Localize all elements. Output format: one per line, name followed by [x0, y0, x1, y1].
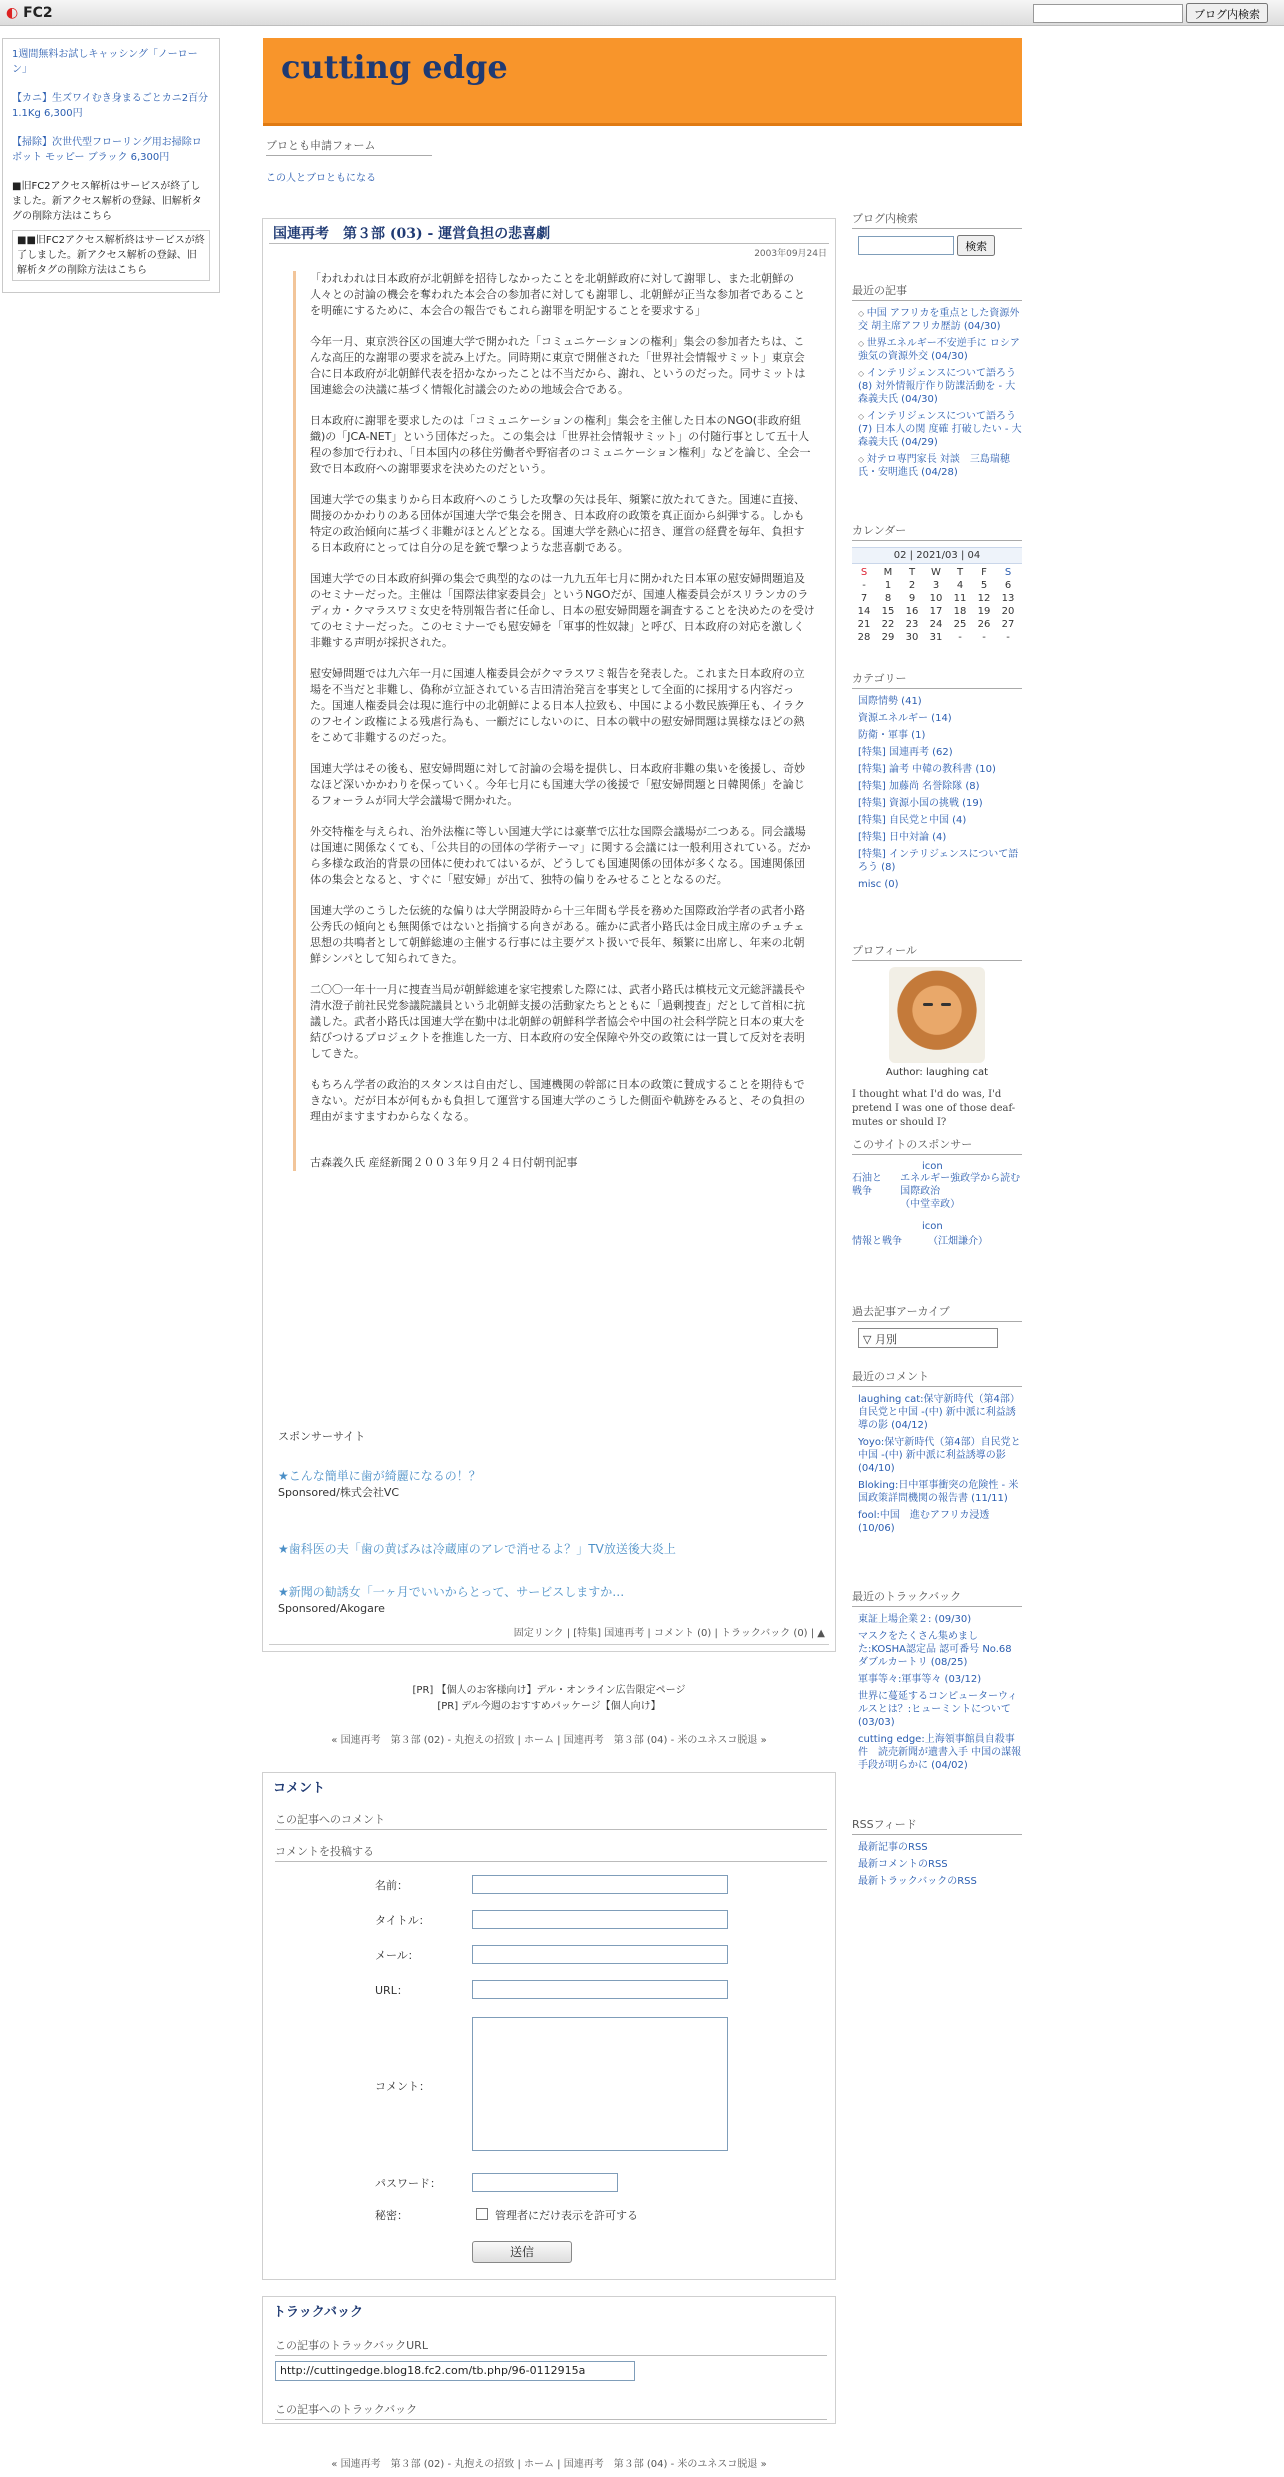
- url-label: URL：: [375, 1984, 408, 1997]
- fc2-logo[interactable]: [6, 5, 53, 21]
- calendar-day: -: [958, 632, 962, 643]
- rss-item[interactable]: 最新コメントのRSS: [858, 1859, 948, 1870]
- left-ad-box: [2, 38, 220, 293]
- comment-title: コメント: [273, 1781, 326, 1796]
- calendar-day: 20: [1001, 606, 1015, 617]
- calendar-day: 6: [1004, 580, 1012, 591]
- calendar-day: 25: [953, 619, 967, 630]
- category-item[interactable]: [特集] 日中対論 (4): [858, 832, 947, 843]
- calendar-day: 14: [857, 606, 871, 617]
- trackback-item[interactable]: 東証上場企業２: (09/30): [858, 1614, 972, 1625]
- calendar-day: 22: [881, 619, 895, 630]
- sponsor-link-1[interactable]: ★こんな簡単に歯が綺麗になるの！？: [278, 1469, 481, 1483]
- category-item[interactable]: [特集] 資源小国の挑戦 (19): [858, 798, 983, 809]
- pager-top[interactable]: « 国連再考 第３部 (02) - 丸抱えの招致 | ホーム | 国連再考 第３部 (04) - 米のユネスコ脱退 »: [331, 1735, 767, 1746]
- calendar-day: 15: [881, 606, 895, 617]
- category-item[interactable]: [特集] 加藤尚 名誉除隊 (8): [858, 781, 980, 792]
- mail-label: メール：: [375, 1949, 419, 1962]
- calendar-day: -: [1006, 632, 1010, 643]
- calendar-day: 12: [977, 593, 991, 604]
- fc2-toolbar: [0, 0, 1284, 26]
- access-notice: ■旧FC2アクセス解析はサービスが終了しました。新アクセス解析の登録、旧解析タグの削除方法はこちら: [12, 181, 202, 222]
- trackback-url-label: この記事のトラックバックURL: [275, 2337, 827, 2356]
- paragraph: 国連大学での集まりから日本政府へのこうした攻撃の矢は長年、頻繁に放たれてきた。国連に直接、間接のかかわりのある団体が国連大学で集会を開き、日本政府の政策を真正面から糾弾する。しかも特定の政治傾向に基づく非難がほとんどとなる。国連大学を熱心に招き、運営の経費を毎年、負担する日本政府にとっては自分の足を銃で撃つような悲喜劇である。: [310, 493, 805, 554]
- paragraph: 国連大学での日本政府糾弾の集会で典型的なのは一九九五年七月に開かれた日本軍の慰安婦問題追及のセミナーだった。主催は「国際法律家委員会」というNGOだが、国連人権委員会がスリランカのラディカ・クマラスワミ女史を特別報告者に任命し、日本の慰安婦問題を調査することを決めたのを受けてのセミナーだった。このセミナーでも慰安婦を「軍事的性奴隷」と呼び、日本政府の対応を激しく非難する声明が採択された。: [310, 572, 815, 649]
- name-field[interactable]: [472, 1875, 728, 1894]
- comment-box: [262, 1772, 836, 2280]
- fc2-logo-icon: ◐: [6, 5, 19, 21]
- paragraph: 日本政府に謝罪を要求したのは「コミュニケーションの権利」集会を主催した日本のNGO(非政府組織)の「JCA-NET」という団体だった。この集会は「世界社会情報サミット」の付随行事として五十人程の参加で行われ、「日本国内の移住労働者や野宿者のコミュニケーション権利」などを論じ、全会一致で日本政府への謝罪要求を決めたのだという。: [310, 414, 811, 475]
- recent-article-item[interactable]: ◇ インテリジェンスについて語ろう(7) 日本人の関 度確 打破したい - 大森義夫氏 (04/29): [858, 410, 1022, 449]
- comment-post-heading: コメントを投稿する: [275, 1843, 827, 1862]
- archive-select[interactable]: ▽ 月別: [858, 1328, 998, 1348]
- article-footer-links[interactable]: 固定リンク | [特集] 国連再考 | コメント (0) | トラックバック (0) | ▲: [513, 1628, 825, 1639]
- sponsor-item-1-title[interactable]: 石油と戦争: [852, 1173, 882, 1197]
- paragraph: 国連大学はその後も、慰安婦問題に対して討論の会場を提供し、日本政府非難の集いを後援し、奇妙なほど深いかかわりを保っていく。今年七月にも国連大学の後援で「慰安婦問題と日韓関係」を論じるフォーラムが同大学会議場で開かれた。: [310, 762, 805, 807]
- access-notice-inner: ■■旧FC2アクセス解析終はサービスが終了しました。新アクセス解析の登録、旧解析タグの削除方法はこちら: [12, 230, 210, 281]
- category-item[interactable]: misc (0): [858, 879, 899, 890]
- profile-avatar: [889, 967, 985, 1063]
- spacer: [278, 1558, 823, 1584]
- pr-line-2[interactable]: [PR] デル今週のおすすめパッケージ【個人向け】: [437, 1701, 661, 1712]
- sponsor-icon[interactable]: icon: [922, 1221, 943, 1232]
- top-search-button[interactable]: ブログ内検索: [1186, 3, 1268, 23]
- pager-bottom[interactable]: « 国連再考 第３部 (02) - 丸抱えの招致 | ホーム | 国連再考 第３部 (04) - 米のユネスコ脱退 »: [331, 2459, 767, 2470]
- calendar-day: 26: [977, 619, 991, 630]
- submit-button[interactable]: 送信: [472, 2241, 572, 2263]
- rss-feeds: [852, 1816, 1022, 1892]
- calendar-day: 31: [929, 632, 943, 643]
- categories-title: カテゴリー: [852, 670, 1022, 689]
- sidebar-search-form: [852, 235, 1022, 256]
- sponsor-item-1-sub: エネルギー強政学から読む国際政治 （中堂幸政）: [900, 1173, 1021, 1210]
- blog-title[interactable]: cutting edge: [281, 48, 508, 86]
- comment-list-heading: この記事へのコメント: [275, 1811, 827, 1830]
- rss-title: RSSフィード: [852, 1816, 1022, 1835]
- calendar-day: -: [862, 580, 866, 591]
- sponsor-item-2-title[interactable]: 情報と戦争: [852, 1236, 902, 1247]
- calendar-day: 13: [1001, 593, 1015, 604]
- site-sponsors: [852, 1136, 1022, 1247]
- calendar-day: 9: [908, 593, 916, 604]
- recent-trackbacks-title: 最近のトラックバック: [852, 1588, 1022, 1607]
- pr-line-1[interactable]: [PR] 【個人のお客様向け】デル・オンライン広告限定ページ: [412, 1685, 686, 1696]
- weekday: S: [1004, 567, 1012, 578]
- calendar-day: 17: [929, 606, 943, 617]
- category-item[interactable]: [特集] 国連再考 (62): [858, 747, 953, 758]
- profile-author: Author: laughing cat: [885, 1067, 989, 1078]
- subject-field[interactable]: [472, 1910, 728, 1929]
- paragraph: 二〇〇一年十一月に捜査当局が朝鮮総連を家宅捜索した際には、武者小路氏は槙枝元文元総評議長や清水澄子前社民党参議院議員という北朝鮮支援の活動家たちとともに「過剰捜査」だとして首相に抗議した。武者小路氏は国連大学在勤中は北朝鮮の朝鮮科学者協会や中国の社会科学院と日本の東大を結びつけるプロジェクトを推進した一方、日本政府の安全保障や外交の政策には一貫して反対を表明してきた。: [310, 983, 805, 1060]
- calendar-day: 30: [905, 632, 919, 643]
- calendar-day: 29: [881, 632, 895, 643]
- trackback-item[interactable]: マスクをたくさん集めました:KOSHA認定品 認可番号 No.68 ダブルカートリ (08/25): [858, 1631, 1012, 1668]
- profile-title: プロフィール: [852, 942, 1022, 961]
- sponsor-icon[interactable]: icon: [922, 1161, 943, 1172]
- sponsor-item-2[interactable]: [852, 1232, 1022, 1247]
- secret-label: 秘密：: [375, 2209, 408, 2222]
- trackback-list-label: この記事へのトラックバック: [275, 2401, 827, 2420]
- url-field[interactable]: [472, 1980, 728, 1999]
- article-date: 2003年09月24日: [754, 249, 827, 259]
- sponsor-by-1: Sponsored/株式会社VC: [278, 1486, 400, 1499]
- category-item[interactable]: 防衛・軍事 (1): [858, 730, 926, 741]
- calendar-day: 3: [932, 580, 940, 591]
- weekday: S: [860, 567, 868, 578]
- calendar-day: 2: [908, 580, 916, 591]
- recent-comment-item[interactable]: fool:中国 進むアフリカ浸透 (10/06): [858, 1510, 990, 1534]
- recent-article-item[interactable]: ◇ 世界エネルギー不安逆手に ロシア強気の資源外交 (04/30): [858, 337, 1022, 363]
- recent-article-item[interactable]: ◇ 中国 アフリカを重点とした資源外交 胡主席アフリカ歴訪 (04/30): [858, 307, 1022, 333]
- trackback-url-field[interactable]: http://cuttingedge.blog18.fc2.com/tb.php/96-0112915a: [275, 2361, 635, 2381]
- article-source: 古森義久氏 産経新聞２００３年９月２４日付朝刊記事: [310, 1156, 578, 1169]
- paragraph: 外交特権を与えられ、治外法権に等しい国連大学には豪華で広壮な国際会議場が二つある。同会議場は国連に関係なくても、「公共目的の団体の学術テーマ」に関する会議には一般利用されている。だから多様な政治的背景の団体に使われてはいるが、どうしても国連関係の団体が多くなる。国連関係団体の集会となると、すぐに「慰安婦」が出て、独特の偏りをみせることとなるのだ。: [310, 825, 811, 886]
- paragraph: 国連大学のこうした伝統的な偏りは大学開設時から十三年間も学長を務めた国際政治学者の武者小路公秀氏の傾向とも無関係ではないと指摘する向きがある。確かに武者小路氏は金日成主席のチュチェ思想の共鳴者として朝鮮総連の主催する行事には主要ゲスト扱いで長年、頻繁に出席し、年来の北朝鮮シンパとして知られてきた。: [310, 904, 805, 965]
- calendar-day: 28: [857, 632, 871, 643]
- sponsor-section: [278, 1429, 823, 1617]
- article: [262, 218, 836, 1652]
- sponsor-item-1[interactable]: [852, 1172, 1022, 1211]
- sponsor-link-3[interactable]: ★新聞の勧誘女「一ヶ月でいいからとって、サービスしますか…: [278, 1585, 625, 1599]
- calendar-day: 16: [905, 606, 919, 617]
- category-item[interactable]: 国際情勢 (41): [858, 696, 922, 707]
- calendar-day: 19: [977, 606, 991, 617]
- paragraph: 慰安婦問題では九六年一月に国連人権委員会がクマラスワミ報告を発表した。これまた日本政府の立場を不当だと非難し、偽称が立証されている吉田清治発言を事実として全面的に採用する内容だった。国連人権委員会は現に進行中の北朝鮮による日本人拉致も、中国による小数民族弾圧も、イラクのフセイン政権による残虐行為も、一顧だにしないのに、日本の戦中の慰安婦問題は異様なほどの熱をこめて非難するのだった。: [310, 667, 805, 744]
- fc2-logo-text: FC2: [23, 5, 53, 21]
- subject-label: タイトル：: [375, 1914, 430, 1927]
- sponsor-heading: スポンサーサイト: [278, 1430, 366, 1443]
- archive-title: 過去記事アーカイブ: [852, 1303, 1022, 1322]
- sidebar-search-button[interactable]: 検索: [957, 235, 995, 256]
- comment-textarea[interactable]: [472, 2017, 728, 2151]
- calendar-grid: [852, 566, 1020, 644]
- footer-divider: [269, 1644, 829, 1645]
- profile-text: I thought what I'd do was, I'd pretend I was one of those deaf-mutes or should I?: [852, 1089, 1016, 1128]
- category-item[interactable]: [特集] インテリジェンスについて語ろう (8): [858, 849, 1019, 873]
- trackback-item[interactable]: cutting edge:上海領事館員自殺事件 読売新聞が遺書入手 中国の謀報手段が明らかに (04/02): [858, 1734, 1022, 1771]
- sponsor-by-3: Sponsored/Akogare: [278, 1602, 385, 1615]
- calendar-day: 18: [953, 606, 967, 617]
- sidebar-search-input[interactable]: [858, 236, 954, 255]
- recent-comments-title: 最近のコメント: [852, 1368, 1022, 1387]
- recent-article-item[interactable]: ◇ インテリジェンスについて語ろう(8) 対外情報庁作り防諜活動を - 大森義夫氏 (04/30): [858, 367, 1022, 406]
- calendar-day: 1: [884, 580, 892, 591]
- article-title[interactable]: 国連再考 第３部 (03) - 運営負担の悲喜劇: [273, 226, 551, 242]
- name-label: 名前：: [375, 1879, 408, 1892]
- recent-comment-item[interactable]: laughing cat:保守新時代（第4部）自民党と中国 -(中) 新中派に利益誘導の影 (04/12): [858, 1394, 1020, 1431]
- comment-label: コメント：: [375, 2080, 430, 2093]
- sponsors-title: このサイトのスポンサー: [852, 1136, 1022, 1155]
- calendar-day: 27: [1001, 619, 1015, 630]
- title-divider: [269, 243, 829, 244]
- category-item[interactable]: [特集] 論考 中韓の教科書 (10): [858, 764, 996, 775]
- password-field[interactable]: [472, 2173, 618, 2192]
- sponsor-item-2-sub: （江畑謙介）: [928, 1236, 988, 1247]
- calendar-day: 7: [860, 593, 868, 604]
- recent-comment-item[interactable]: Bloking:日中軍事衝突の危険性 - 米国政策詳問機関の報告書 (11/11): [858, 1480, 1019, 1504]
- mail-field[interactable]: [472, 1945, 728, 1964]
- rss-item[interactable]: 最新記事のRSS: [858, 1842, 928, 1853]
- category-item[interactable]: 資源エネルギー (14): [858, 713, 952, 724]
- recent-articles: [852, 282, 1022, 483]
- trackback-title: トラックバック: [273, 2305, 363, 2320]
- paragraph: もちろん学者の政治的スタンスは自由だし、国連機関の幹部に日本の政策に賛成することを期待もできない。だが日本が何もかも負担して運営する国連大学のこうした側面や軌跡をみると、その負担の理由がますますわからなくなる。: [310, 1078, 805, 1123]
- recent-articles-title: 最近の記事: [852, 282, 1022, 301]
- top-search-input[interactable]: [1033, 4, 1183, 23]
- trackback-box: [262, 2296, 836, 2424]
- paragraph: 今年一月、東京渋谷区の国連大学で開かれた「コミュニケーションの権利」集会の参加者たちは、こんな高圧的な謝罪の要求を読み上げた。同時期に東京で開催された「世界社会情報サミット」東京会合に日本政府が北朝鮮代表を招かなかったことは不当だから、謝れ、というのだった。同サミットは国連総会の決議に基づく情報化討議会のための地域会合である。: [310, 335, 806, 396]
- sponsor-link-2[interactable]: ★歯科医の夫「歯の黄ばみは冷蔵庫のアレで消せるよ？」TV放送後大炎上: [278, 1542, 676, 1556]
- rss-item[interactable]: 最新トラックバックのRSS: [858, 1876, 977, 1887]
- calendar-day: 11: [953, 593, 967, 604]
- ad-link-2[interactable]: 【カニ】生ズワイむき身まるごとカニ2百分1.1Kg 6,300円: [12, 93, 209, 119]
- sidebar-search-title: ブログ内検索: [852, 210, 1022, 229]
- category-item[interactable]: [特集] 自民党と中国 (4): [858, 815, 967, 826]
- ad-link-1[interactable]: 1週間無料お試しキャッシング「ノーローン」: [12, 49, 198, 75]
- sidebar-search: [852, 210, 1022, 256]
- recent-comment-item[interactable]: Yoyo:保守新時代（第4部）自民党と中国 -(中) 新中派に利益誘導の影 (04/10): [858, 1437, 1021, 1474]
- blotomo-link[interactable]: この人とブロともになる: [266, 173, 376, 184]
- secret-checkbox[interactable]: [476, 2208, 488, 2220]
- blotomo-title: ブロとも申請フォーム: [266, 137, 432, 156]
- secret-checkbox-label: 管理者にだけ表示を許可する: [495, 2209, 638, 2222]
- recent-trackbacks: [852, 1588, 1022, 1776]
- password-label: パスワード：: [375, 2177, 441, 2190]
- calendar-title: カレンダー: [852, 522, 1022, 541]
- calendar-day: 24: [929, 619, 943, 630]
- article-body: [293, 271, 815, 1171]
- top-search: [1033, 3, 1269, 23]
- paragraph: 「われわれは日本政府が北朝鮮を招待しなかったことを北朝鮮政府に対して謝罪し、また北朝鮮の人々との討論の機会を奪われた本会合の参加者に対しても謝罪し、北朝鮮が正当な参加者であることを明確にするために、本会合の報告でもこれら謝罪を明記することを要求する」: [310, 272, 805, 317]
- recent-article-item[interactable]: ◇ 対テロ専門家長 対談 三島瑞穂氏・安明進氏 (04/28): [858, 453, 1022, 479]
- weekday: F: [981, 567, 987, 578]
- trackback-item[interactable]: 世界に蔓延するコンピューターウィルスとは？:ヒューミントについて (03/03): [858, 1691, 1018, 1728]
- calendar-day: -: [982, 632, 986, 643]
- weekday: M: [883, 567, 893, 578]
- archive: [852, 1303, 1022, 1348]
- calendar-nav[interactable]: 02 | 2021/03 | 04: [852, 547, 1022, 564]
- profile: [852, 942, 1022, 1130]
- recent-comments: [852, 1368, 1022, 1539]
- calendar-day: 10: [929, 593, 943, 604]
- calendar-day: 5: [980, 580, 988, 591]
- weekday: T: [956, 567, 964, 578]
- calendar-day: 4: [956, 580, 964, 591]
- categories: [852, 670, 1022, 895]
- ad-link-3[interactable]: 【掃除】次世代型フローリング用お掃除ロボット モッピー ブラック 6,300円: [12, 137, 202, 163]
- weekday: W: [931, 567, 941, 578]
- calendar-day: 21: [857, 619, 871, 630]
- calendar: [852, 522, 1022, 644]
- trackback-item[interactable]: 軍事等々:軍事等々 (03/12): [858, 1674, 982, 1685]
- calendar-day: 8: [884, 593, 892, 604]
- calendar-day: 23: [905, 619, 919, 630]
- weekday: T: [908, 567, 916, 578]
- blog-header: [263, 38, 1022, 126]
